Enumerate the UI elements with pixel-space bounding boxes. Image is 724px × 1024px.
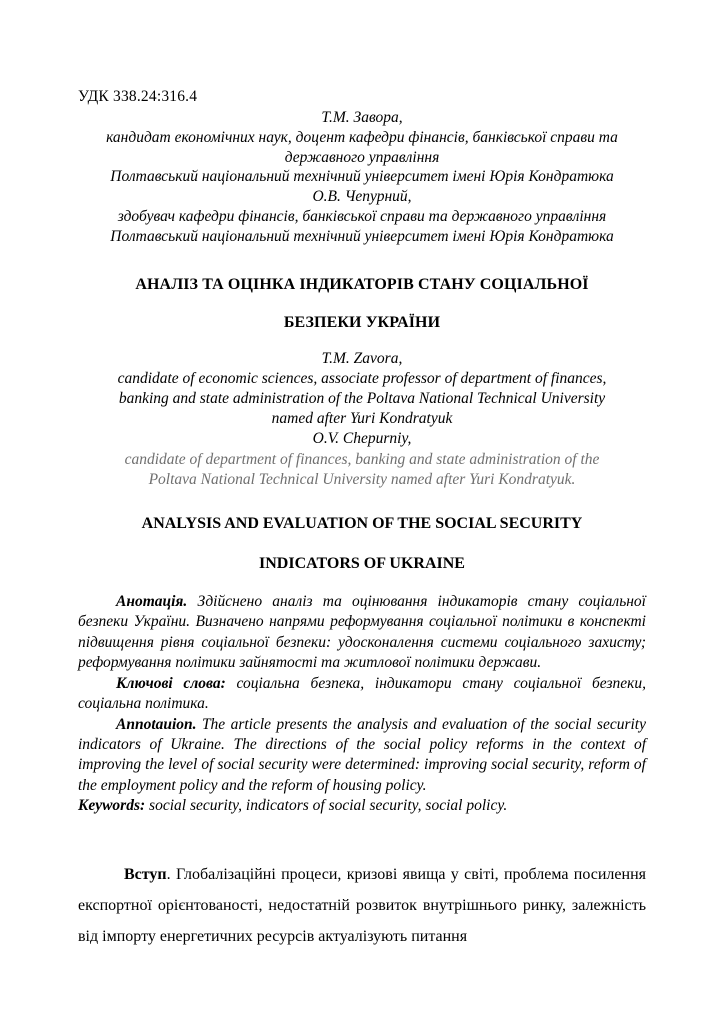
author-affiliation-line: banking and state administration of the Poltava National Technical University <box>118 390 606 408</box>
abstract-section <box>78 592 646 817</box>
author-affiliation-line: named after Yuri Kondratyuk <box>271 410 453 428</box>
authors-english <box>78 349 646 490</box>
keywords-label-ua: Ключові слова: <box>116 674 226 692</box>
abstract-label-ua: Анотація. <box>116 592 188 610</box>
title-line: ANALYSIS AND EVALUATION OF THE SOCIAL SECURITY <box>141 514 583 532</box>
title-line: БЕЗПЕКИ УКРАЇНИ <box>283 313 441 331</box>
introduction-paragraph <box>78 859 646 953</box>
author-university-ua: Полтавський національний технічний університет імені Юрія Кондратюка <box>110 168 614 186</box>
abstract-english <box>78 715 646 797</box>
keywords-english <box>78 796 646 816</box>
title-line: АНАЛІЗ ТА ОЦІНКА ІНДИКАТОРІВ СТАНУ СОЦІАЛЬНОЇ <box>135 275 589 293</box>
abstract-text-en: The article presents the analysis and evaluation of the social security indicators of Ukraine. The directions of the social policy reforms in the context of improving the level of social security were determined: improving social security, reform of the employment policy and the reform of housing policy. <box>78 715 646 794</box>
keywords-text-ua: соціальна безпека, індикатори стану соціальної безпеки, соціальна політика. <box>78 674 647 713</box>
abstract-label-en: Annotauion. <box>116 715 197 733</box>
author-name-ua: Т.М. Завора, <box>321 109 403 126</box>
author-affiliation-line: candidate of economic sciences, associate professor of department of finances, <box>117 369 607 387</box>
author-name-en: T.M. Zavora, <box>321 349 403 367</box>
title-line: INDICATORS OF UKRAINE <box>259 554 465 572</box>
author-name-en: O.V. Chepurniy, <box>312 430 412 448</box>
abstract-text-ua: Здійснено аналіз та оцінювання індикаторів стану соціальної безпеки України. Визначено напрями реформування соціальної політики в конспекті підвищення рівня соціальної безпеки: удосконалення системи соціального захисту; реформування політики зайнятості та житлової політики держави. <box>78 592 646 672</box>
introduction-text: . Глобалізаційні процеси, кризові явища у світі, проблема посилення експортної орієнтованості, недостатній розвиток внутрішнього ринку, залежність від імпорту енергетичних ресурсів актуалізують питання <box>78 865 646 946</box>
keywords-ukrainian <box>78 674 646 715</box>
introduction-section <box>78 859 646 953</box>
keywords-text-en: social security, indicators of social security, social policy. <box>145 797 508 815</box>
author-affiliation-line: кандидат економічних наук, доцент кафедри фінансів, банківської справи та <box>106 128 618 146</box>
author-university-ua: Полтавський національний технічний університет імені Юрія Кондратюка <box>110 227 614 245</box>
abstract-ukrainian <box>78 592 646 674</box>
author-affiliation-line: candidate of department of finances, banking and state administration of the <box>124 450 600 468</box>
keywords-label-en: Keywords: <box>78 797 146 815</box>
author-name-ua: О.В. Чепурний, <box>312 188 412 206</box>
author-university-en: Poltava National Technical University named after Yuri Kondratyuk. <box>148 470 576 488</box>
paper-title-english <box>78 512 646 576</box>
paper-title-ukrainian <box>78 273 646 335</box>
authors-ukrainian <box>78 108 646 247</box>
author-affiliation-line: здобувач кафедри фінансів, банківської справи та державного управління <box>117 208 607 226</box>
udk-code: УДК 338.24:316.4 <box>78 88 198 105</box>
introduction-label: Вступ <box>124 865 167 883</box>
author-affiliation-line: державного управління <box>284 148 440 166</box>
